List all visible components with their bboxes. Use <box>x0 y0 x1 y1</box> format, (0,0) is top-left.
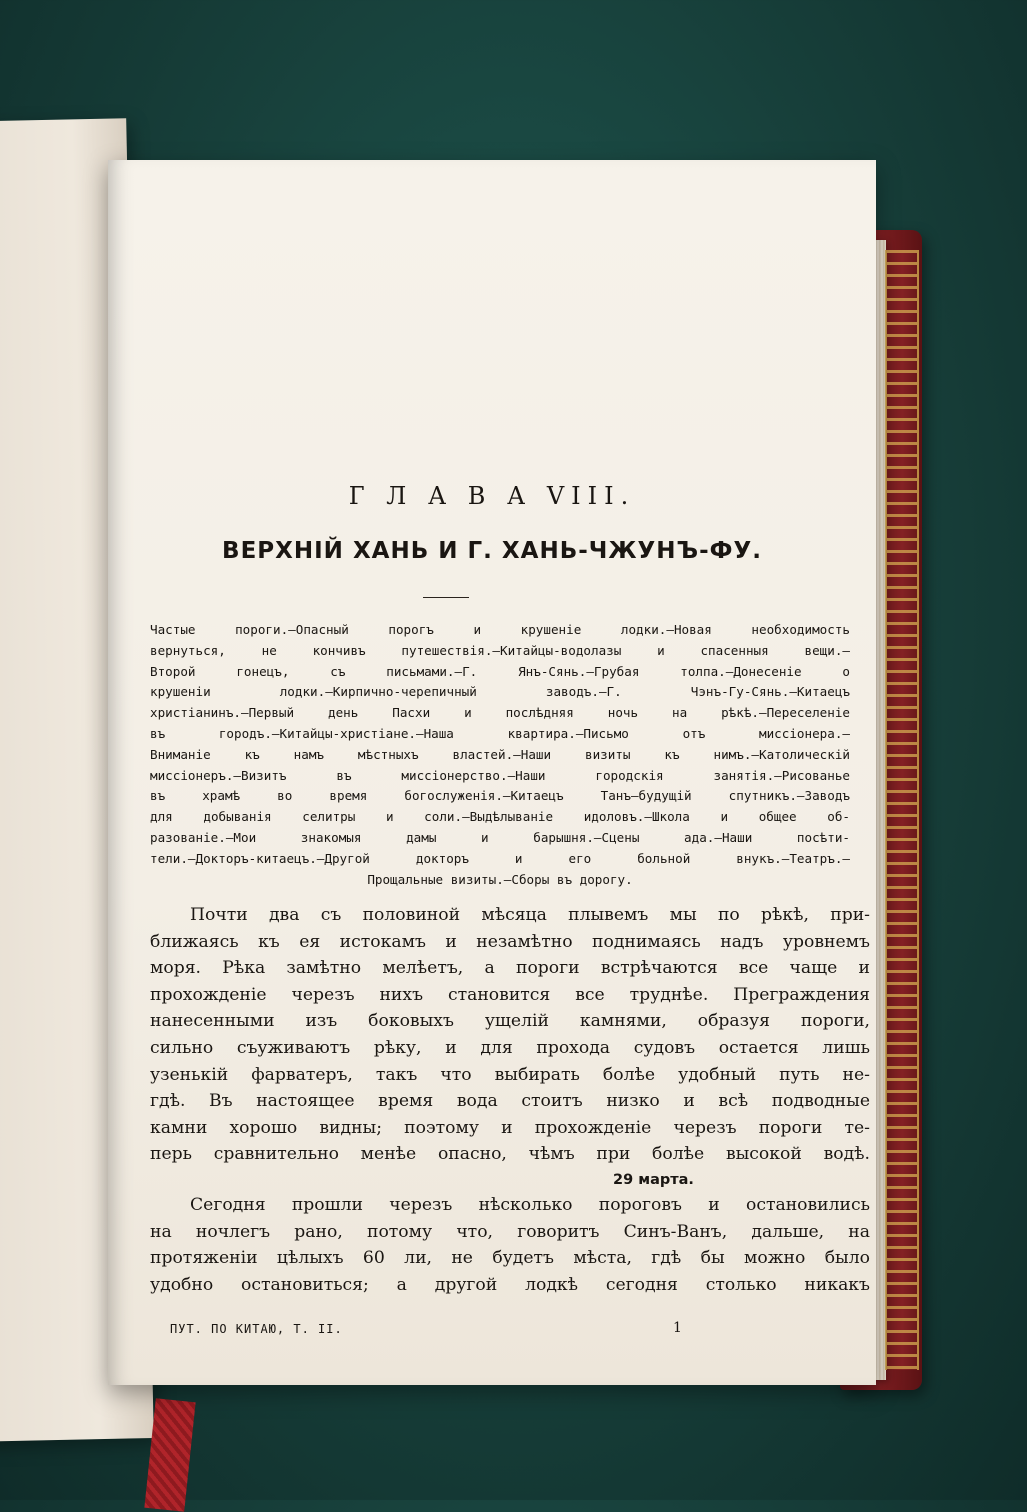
body-line: протяженіи цѣлыхъ 60 ли, не будетъ мѣста, гдѣ бы можно было <box>150 1248 870 1269</box>
summary-line: миссіонеръ.—Визитъ въ миссіонерство.—Наши городскія занятія.—Рисованье <box>150 767 850 783</box>
gilt-ornament <box>885 250 919 1370</box>
chapter-summary <box>150 620 850 890</box>
body-paragraph-2 <box>150 1192 870 1298</box>
summary-line: тели.—Докторъ-китаецъ.—Другой докторъ и его больной внукъ.—Театръ.— <box>150 850 850 866</box>
body-line: моря. Рѣка замѣтно мелѣетъ, а пороги встрѣчаются все чаще и <box>150 958 870 979</box>
summary-line: христіанинъ.—Первый день Пасхи и послѣдняя ночь на рѣкѣ.—Переселеніе <box>150 705 850 721</box>
body-line: нанесенными изъ боковыхъ ущелій камнями, образуя пороги, <box>150 1011 870 1032</box>
summary-line: вернуться, не кончивъ путешествія.—Китайцы-водолазы и спасенныя вещи.— <box>150 642 850 658</box>
summary-line: Прощальные визиты.—Сборы въ дорогу. <box>367 871 633 887</box>
body-line: ближаясь къ ея истокамъ и незамѣтно поднимаясь надъ уровнемъ <box>150 931 870 952</box>
entry-date: 29 марта. <box>613 1172 694 1188</box>
body-line: перь сравнительно менѣе опасно, чѣмъ при болѣе высокой водѣ. <box>150 1144 870 1165</box>
chapter-heading: Г Л А В А VIII. <box>348 482 636 510</box>
summary-line: крушеніи лодки.—Кирпично-черепичный заводъ.—Г. Чэнъ-Гу-Сянь.—Китаецъ <box>150 684 850 700</box>
title-rule <box>423 597 469 598</box>
footer-signature: ПУТ. ПО КИТАЮ, Т. II. <box>170 1322 343 1336</box>
body-line: камни хорошо видны; поэтому и прохожденіе черезъ пороги те- <box>150 1117 870 1138</box>
right-page <box>108 160 876 1385</box>
body-line: Сегодня прошли черезъ нѣсколько пороговъ и остановились <box>190 1195 870 1215</box>
body-line: гдѣ. Въ настоящее время вода стоитъ низко и всѣ подводные <box>150 1091 870 1112</box>
body-line: удобно остановиться; а другой лодкѣ сегодня столько никакъ <box>150 1274 870 1295</box>
chapter-title: ВЕРХНІЙ ХАНЬ И Г. ХАНЬ-ЧЖУНЪ-ФУ. <box>222 538 762 564</box>
body-line: прохожденіе черезъ нихъ становится все труднѣе. Преграждения <box>150 984 870 1005</box>
summary-line: Частые пороги.—Опасный порогъ и крушеніе лодки.—Новая необходимость <box>150 622 850 637</box>
body-line: на ночлегъ рано, потому что, говоритъ Синъ-Ванъ, дальше, на <box>150 1221 870 1242</box>
body-line: узенькій фарватеръ, такъ что выбирать болѣе удобный путь не- <box>150 1064 870 1085</box>
summary-line: Вниманіе къ намъ мѣстныхъ властей.—Наши визиты къ нимъ.—Католическій <box>150 746 850 762</box>
page-number: 1 <box>673 1320 682 1336</box>
body-line: Почти два съ половиной мѣсяца плывемъ мы по рѣкѣ, при- <box>190 905 870 925</box>
summary-line: въ городъ.—Китайцы-христіане.—Наша квартира.—Письмо отъ миссіонера.— <box>150 725 850 741</box>
summary-line: Второй гонецъ, съ письмами.—Г. Янъ-Сянь.—Грубая толпа.—Донесеніе о <box>150 663 850 679</box>
summary-line: для добыванія селитры и соли.—Выдѣлываніе идоловъ.—Школа и общее об- <box>150 809 850 825</box>
body-paragraph-1 <box>150 902 870 1168</box>
summary-line: въ храмѣ во время богослуженія.—Китаецъ Танъ—будущій спутникъ.—Заводъ <box>150 788 850 804</box>
summary-line: разованіе.—Мои знакомыя дамы и барышня.—Сцены ада.—Наши посѣти- <box>150 829 850 845</box>
body-line: сильно съуживаютъ рѣку, и для прохода судовъ остается лишь <box>150 1037 870 1058</box>
